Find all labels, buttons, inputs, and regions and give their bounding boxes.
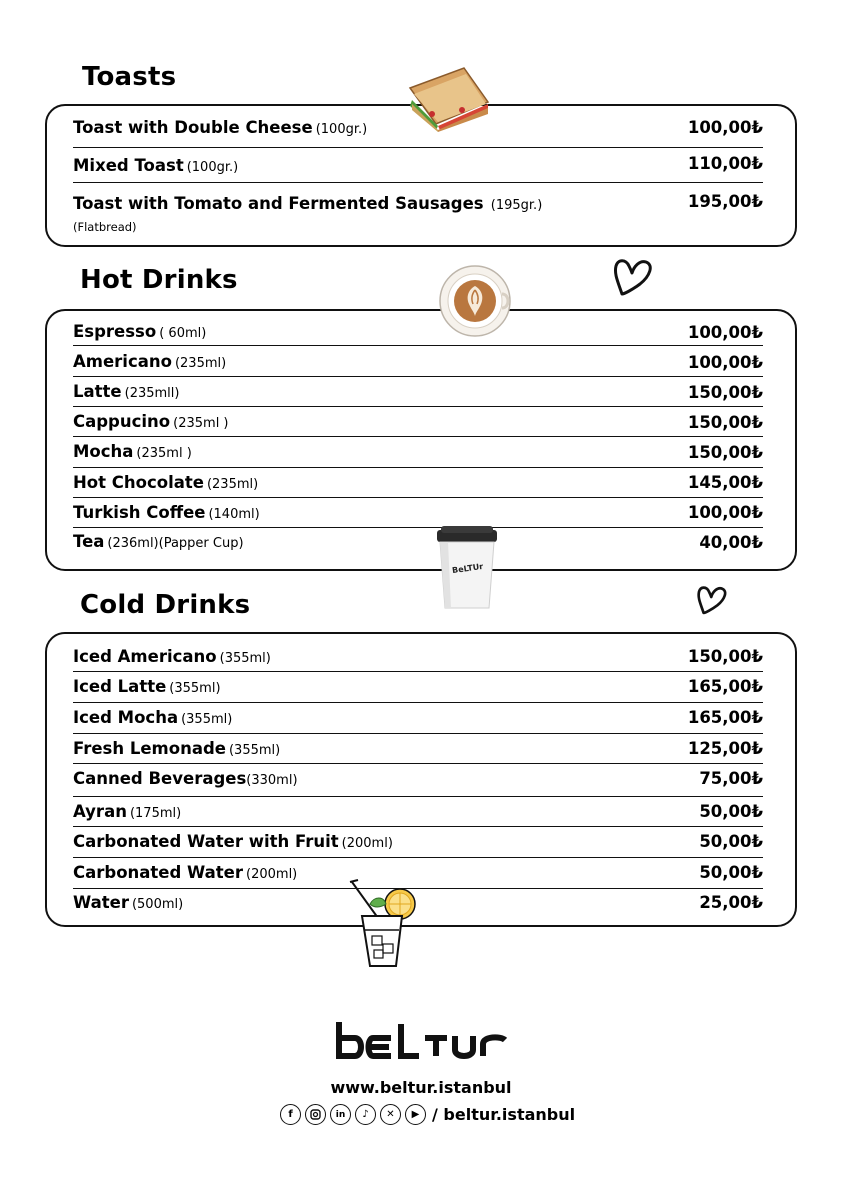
x-icon[interactable]: ✕ — [380, 1104, 401, 1125]
menu-row — [73, 528, 763, 568]
brand-logo — [0, 1018, 842, 1066]
item-price: 165,00₺ — [687, 677, 763, 696]
item-note: (Flatbread) — [73, 220, 137, 234]
item-name: Espresso — [73, 322, 157, 341]
cold-drinks-title: Cold Drinks — [80, 590, 251, 620]
item-size: ( 60ml) — [159, 326, 207, 341]
social-links — [280, 1104, 575, 1125]
instagram-icon[interactable] — [305, 1104, 326, 1125]
menu-row — [73, 437, 763, 468]
item-size: (355ml) — [228, 743, 281, 758]
item-name: Toast with Tomato and Fermented Sausages — [73, 194, 484, 213]
item-name: Iced Mocha — [73, 708, 179, 727]
item-size: (355ml) — [181, 712, 233, 727]
item-price: 100,00₺ — [687, 353, 763, 372]
item-price: 150,00₺ — [687, 443, 763, 462]
item-price: 100,00₺ — [687, 118, 763, 137]
menu-row — [73, 634, 763, 672]
menu-row — [73, 764, 763, 797]
menu-row — [73, 407, 763, 437]
heart-icon — [696, 584, 728, 616]
website-url[interactable]: www.beltur.istanbul — [330, 1078, 512, 1097]
item-price: 110,00₺ — [687, 154, 763, 173]
item-price: 25,00₺ — [699, 893, 763, 912]
item-size: (175ml) — [129, 806, 182, 821]
item-size: (500ml) — [131, 897, 184, 912]
item-name: Water — [73, 893, 129, 912]
item-name: Cappucino — [73, 412, 171, 431]
item-price: 125,00₺ — [687, 739, 763, 758]
item-size: (235ml ) — [136, 446, 192, 461]
item-name: Tea — [73, 532, 105, 551]
item-price: 145,00₺ — [687, 473, 763, 492]
menu-row — [73, 734, 763, 764]
item-name: Canned Beverages — [73, 769, 247, 788]
menu-row — [73, 498, 763, 528]
item-price: 195,00₺ — [687, 192, 763, 211]
linkedin-icon[interactable]: in — [330, 1104, 351, 1125]
item-price: 150,00₺ — [687, 647, 763, 666]
item-size: (195gr.) — [486, 198, 543, 213]
item-name: Toast with Double Cheese — [73, 118, 313, 137]
hot-drinks-title: Hot Drinks — [80, 265, 238, 295]
menu-row — [73, 797, 763, 827]
social-handle[interactable]: / beltur.istanbul — [432, 1105, 576, 1124]
item-name: Latte — [73, 382, 122, 401]
youtube-icon[interactable]: ▶ — [405, 1104, 426, 1125]
item-price: 165,00₺ — [687, 708, 763, 727]
menu-row — [73, 377, 763, 407]
menu-row — [73, 672, 763, 703]
menu-row — [73, 468, 763, 498]
item-name: Carbonated Water — [73, 863, 244, 882]
menu-row — [73, 148, 763, 183]
beltur-logo — [333, 1018, 509, 1062]
item-size: (100gr.) — [186, 160, 239, 175]
menu-row — [73, 703, 763, 734]
toasts-title: Toasts — [82, 62, 177, 92]
item-name: Mixed Toast — [73, 156, 184, 175]
item-price: 40,00₺ — [699, 533, 763, 552]
item-name: Turkish Coffee — [73, 503, 206, 522]
item-name: Americano — [73, 352, 172, 371]
sandwich-illustration — [402, 66, 492, 132]
item-name: Ayran — [73, 802, 127, 821]
item-price: 100,00₺ — [687, 323, 763, 342]
menu-row — [73, 346, 763, 377]
menu-row — [73, 827, 763, 858]
item-size: (235ml) — [206, 477, 259, 492]
cup-brand-text: BeLTUr — [451, 561, 484, 576]
item-size: (235ml ) — [173, 416, 229, 431]
item-size: (200ml) — [341, 836, 393, 851]
item-price: 100,00₺ — [687, 503, 763, 522]
item-size: (355ml) — [169, 681, 221, 696]
item-price: 150,00₺ — [687, 383, 763, 402]
item-size: (330ml) — [246, 773, 298, 788]
hot-drinks-box — [45, 309, 797, 571]
item-size: (355ml) — [219, 651, 271, 666]
item-price: 50,00₺ — [699, 802, 763, 821]
item-name: Hot Chocolate — [73, 473, 204, 492]
paper-cup-illustration — [434, 526, 500, 610]
item-price: 75,00₺ — [699, 769, 763, 788]
item-size: (235ml) — [174, 356, 227, 371]
item-size: (100gr.) — [315, 122, 368, 137]
latte-cup-illustration — [438, 264, 512, 338]
item-size: (235mll) — [124, 386, 180, 401]
menu-row — [73, 311, 763, 346]
item-size: (236ml)(Papper Cup) — [107, 536, 244, 551]
tiktok-icon[interactable]: ♪ — [355, 1104, 376, 1125]
item-size: (200ml) — [246, 867, 298, 882]
item-name: Iced Americano — [73, 647, 217, 666]
menu-row — [73, 183, 763, 243]
lemonade-glass-illustration — [348, 878, 422, 970]
facebook-icon[interactable]: f — [280, 1104, 301, 1125]
item-name: Carbonated Water with Fruit — [73, 832, 339, 851]
item-size: (140ml) — [208, 507, 260, 522]
item-price: 50,00₺ — [699, 863, 763, 882]
item-name: Mocha — [73, 442, 134, 461]
item-name: Fresh Lemonade — [73, 739, 226, 758]
item-price: 150,00₺ — [687, 413, 763, 432]
item-name: Iced Latte — [73, 677, 167, 696]
item-price: 50,00₺ — [699, 832, 763, 851]
heart-icon — [612, 256, 654, 298]
